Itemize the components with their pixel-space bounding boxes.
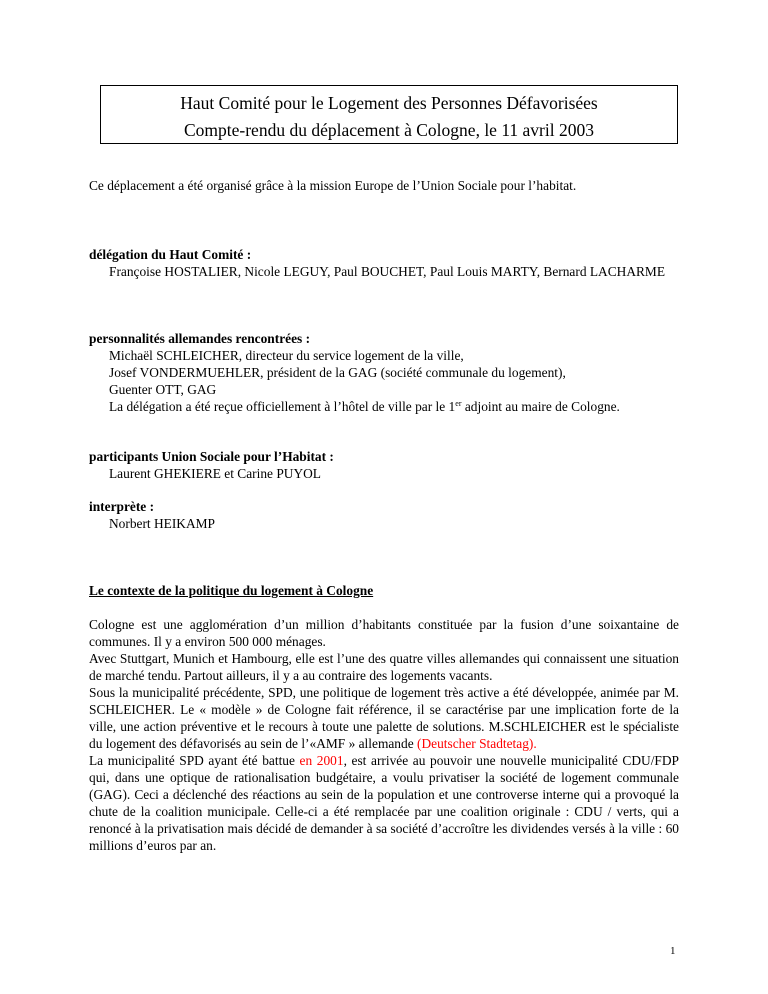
body-text: , est arrivée au pouvoir une nouvelle municipalité CDU/FDP qui, dans une optique de rationalisation budgétaire, a voulu privatiser la société de logement communale (GAG). Ceci a déclenché des réactions au sein de la population et une controverse interne qui a provoqué la chute de la coalition municipale. Celle-ci a été remplacée par une coalition originale : CDU / verts, qui a renoncé à la privatisation mais décidé de demander à sa société d’accroître les dividendes versés à la ville : 60 millions d’euros par an. [89, 753, 679, 853]
interpreter-block [89, 498, 679, 532]
body-paragraph [89, 752, 679, 854]
reception-note-text: La délégation a été reçue officiellement à l’hôtel de ville par le 1 [109, 399, 456, 414]
ordinal-superscript: er [455, 399, 462, 408]
interpreter-heading: interprète : [89, 499, 155, 514]
body-paragraph: Avec Stuttgart, Munich et Hambourg, elle est l’une des quatre villes allemandes qui connaissent une situation de marché tendu. Partout ailleurs, il y a au contraire des logements vacants. [89, 651, 679, 683]
interpreter-name: Norbert HEIKAMP [109, 516, 215, 531]
delegation-members: Françoise HOSTALIER, Nicole LEGUY, Paul BOUCHET, Paul Louis MARTY, Bernard LACHARME [109, 264, 666, 279]
intro-paragraph: Ce déplacement a été organisé grâce à la mission Europe de l’Union Sociale pour l’habitat. [89, 178, 577, 193]
body-text: Sous la municipalité précédente, SPD, une politique de logement très active a été développée, animée par M. SCHLEICHER. Le « modèle » de Cologne fait référence, il se caractérise par une implication forte de la ville, une action préventive et le recours à toute une palette de solutions. M.SCHLEICHER est le spécialiste du logement des défavorisés au sein de l’«AMF » allemande [89, 685, 679, 751]
reception-note [89, 398, 679, 415]
section-heading: Le contexte de la politique du logement à Cologne [89, 583, 374, 598]
body-paragraph: Cologne est une agglomération d’un million d’habitants constituée par la fusion d’une soixantaine de communes. Il y a environ 500 000 ménages. [89, 617, 679, 649]
delegation-block [89, 246, 679, 280]
body-text: La municipalité SPD ayant été battue [89, 753, 300, 768]
delegation-heading: délégation du Haut Comité : [89, 247, 252, 262]
section-body [89, 616, 679, 854]
personalities-heading: personnalités allemandes rencontrées : [89, 331, 311, 346]
document-title: Haut Comité pour le Logement des Personnes Défavorisées [180, 93, 598, 113]
ush-heading: participants Union Sociale pour l’Habitat : [89, 449, 334, 464]
highlighted-text: (Deutscher Stadtetag). [417, 736, 537, 751]
document-title-box [100, 85, 678, 144]
personalities-block [89, 330, 679, 415]
ush-members: Laurent GHEKIERE et Carine PUYOL [109, 466, 321, 481]
document-subtitle: Compte-rendu du déplacement à Cologne, le 11 avril 2003 [183, 120, 594, 140]
personality-line: Michaël SCHLEICHER, directeur du service logement de la ville, [109, 348, 464, 363]
highlighted-text: en 2001 [299, 753, 344, 768]
ush-block [89, 448, 679, 482]
personality-line: Guenter OTT, GAG [109, 382, 217, 397]
reception-note-text-end: adjoint au maire de Cologne. [461, 399, 620, 414]
personality-line: Josef VONDERMUEHLER, président de la GAG (société communale du logement), [109, 365, 566, 380]
body-paragraph [89, 684, 679, 752]
page-number: 1 [670, 945, 676, 957]
